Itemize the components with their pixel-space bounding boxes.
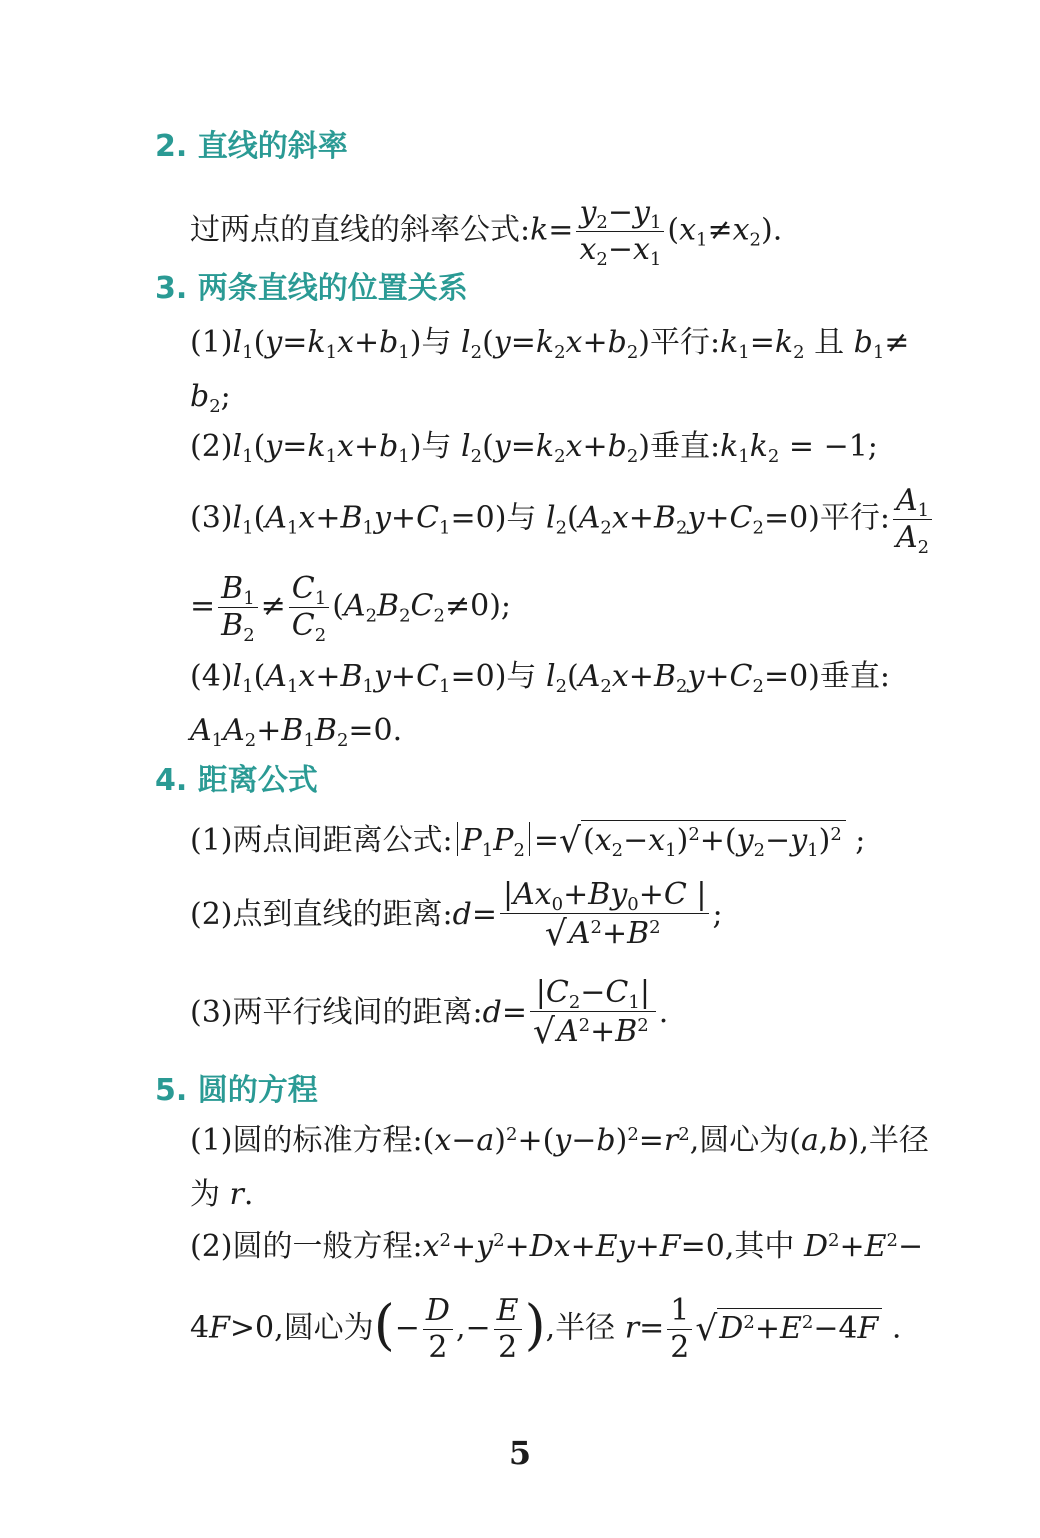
- circle-standard-equation-cont: 为 r.: [190, 1177, 254, 1212]
- slope-formula-label: 过两点的直线的斜率公式:: [190, 212, 531, 248]
- fraction-parallel-lines: $\frac{|C_2-C_1|}{√A^2+B^2}$: [530, 978, 656, 1050]
- relation-perpendicular-general: $(4)l_1(A_1x+B_1y+C_1=0)$与 $l_2(A_2x+B_2y+C_2=0)$垂直:: [190, 659, 890, 697]
- fraction-d-2: $\frac{D}{2}$: [423, 1296, 453, 1363]
- circle-general-equation: (2)圆的一般方程$:x^2+y^2+Dx+Ey+F=0$,其中 $D^2+E^2-$: [190, 1229, 924, 1264]
- fraction-e-2: $\frac{E}{2}$: [494, 1296, 522, 1363]
- circle-general-equation-cont: 4F>0,圆心为(− $\frac{D}{2}$ ,− $\frac{E}{2}$ ),半径 r= $\frac{1}{2}$ $√D^2+E^2-4F$ .: [190, 1293, 902, 1365]
- relation-perpendicular-slope: $(2)l_1(y=k_1x+b_1)$与 $l_2(y=k_2x+b_2)$垂直$:k_1k_2 = -1$;: [190, 429, 878, 467]
- fraction-c1-c2: $\frac{C_1}{C_2}$: [289, 574, 329, 641]
- section-heading-line-relations: 3. 两条直线的位置关系: [155, 271, 468, 306]
- distance-parallel-lines: (3)两平行线间的距离:d= $\frac{|C_2-C_1|}{√A^2+B^2}$ .: [190, 975, 669, 1052]
- page-number: 5: [508, 1434, 532, 1472]
- circle-standard-equation: (1)圆的标准方程$:(x-a)^2+(y-b)^2=r^2$,圆心为(a,b),半径: [190, 1123, 929, 1158]
- distance-two-points: (1)两点间距离公式: $P_1P_2 =√(x_2-x_1)^2+(y_2-y_1)^2$ ;: [190, 821, 866, 861]
- fraction-a1-a2: $\frac{A_1}{A_2}$: [893, 486, 932, 553]
- slope-formula: 过两点的直线的斜率公式:k= $\frac{y_2-y_1}{x_2-x_1}$ $(x_1\ne x_2)$.: [190, 195, 783, 270]
- relation-perpendicular-general-cont: $A_1A_2+B_1B_2=0$.: [190, 713, 403, 751]
- fraction-point-line: $\frac{|Ax_0+By_0+C |}{√A^2+B^2}$: [500, 880, 710, 952]
- fraction-1-2: $\frac{1}{2}$: [667, 1296, 692, 1363]
- section-heading-distance: 4. 距离公式: [155, 763, 318, 798]
- relation-parallel-general-cont: = $\frac{B_1}{B_2}$ ≠ $\frac{C_1}{C_2}$ $(A_2B_2C_2\ne 0)$;: [190, 571, 512, 646]
- sqrt-radius: $√D^2+E^2-4F$: [695, 1312, 882, 1347]
- slope-fraction: $\frac{y_2-y_1}{x_2-x_1}$: [576, 198, 664, 265]
- relation-parallel-slope: $(1)l_1(y=k_1x+b_1)$与 $l_2(y=k_2x+b_2)$平行$:k_1=k_2$ 且 $b_1\ne$: [190, 325, 910, 363]
- fraction-b1-b2: $\frac{B_1}{B_2}$: [218, 574, 258, 641]
- distance-point-line: (2)点到直线的距离:d= $\frac{|Ax_0+By_0+C |}{√A^2+B^2}$ ;: [190, 877, 723, 954]
- relation-parallel-general: $(3)l_1(A_1x+B_1y+C_1=0)$与 $l_2(A_2x+B_2y+C_2=0)$平行: $\frac{A_1}{A_2}$: [190, 486, 935, 553]
- section-heading-circle: 5. 圆的方程: [155, 1073, 318, 1108]
- relation-parallel-slope-cont: $b_2$;: [190, 379, 231, 417]
- section-heading-slope: 2. 直线的斜率: [155, 129, 348, 164]
- sqrt-two-points: $√(x_2-x_1)^2+(y_2-y_1)^2$: [559, 824, 846, 859]
